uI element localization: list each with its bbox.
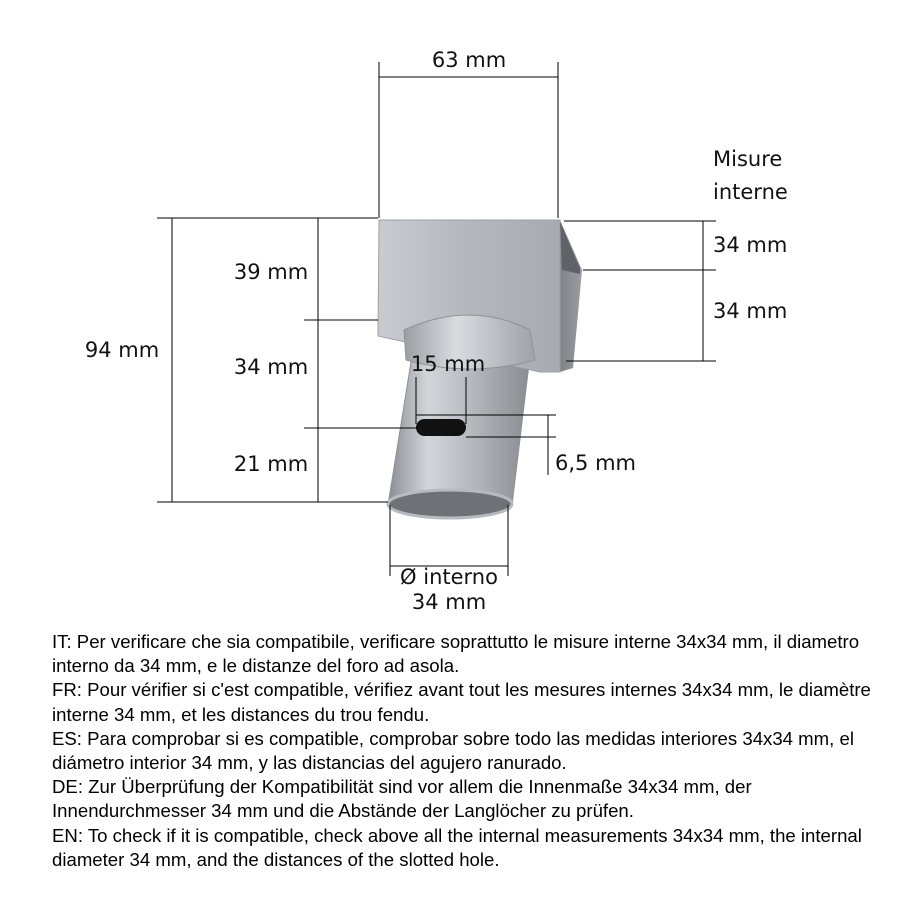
slot-width-label: 15 mm <box>410 352 486 376</box>
height-total-label: 94 mm <box>84 338 160 362</box>
height-top-label: 39 mm <box>233 260 309 284</box>
width-top-label: 63 mm <box>431 48 507 72</box>
slotted-hole <box>416 419 466 436</box>
box-inner-edge <box>560 222 580 274</box>
note-en: EN: To check if it is compatible, check above all the internal measurements 34x34 mm, the internal diameter 34 mm, and the distances of the slotted hole. <box>52 824 862 870</box>
compatibility-notes <box>52 630 872 872</box>
note-de: DE: Zur Überprüfung der Kompatibilität sind vor allem die Innenmaße 34x34 mm, der Innendurchmesser 34 mm und die Abstände der Langlöcher zu prüfen. <box>52 776 752 822</box>
slot-height-label: 6,5 mm <box>555 451 636 475</box>
internal-label-line2: interne <box>713 180 788 204</box>
height-mid-label: 34 mm <box>233 355 309 379</box>
diameter-label: Ø interno <box>400 565 498 589</box>
note-fr: FR: Pour vérifier si c'est compatible, vérifiez avant tout les mesures internes 34x34 mm, le diamètre interne 34 mm, et les distances du trou fendu. <box>52 679 871 725</box>
note-it: IT: Per verificare che sia compatibile, verificare soprattutto le misure interne 34x34 mm, il diametro interno da 34 mm, e le distanze del foro ad asola. <box>52 631 860 677</box>
internal-side-1-label: 34 mm <box>713 233 788 257</box>
tube-opening <box>388 490 512 518</box>
internal-label-line1: Misure <box>713 147 783 171</box>
internal-side-2-label: 34 mm <box>713 299 788 323</box>
note-es: ES: Para comprobar si es compatible, comprobar sobre todo las medidas interiores 34x34 mm, el diámetro interior 34 mm, y las distancias del agujero ranurado. <box>52 727 854 774</box>
diameter-value: 34 mm <box>411 590 487 614</box>
height-bottom-label: 21 mm <box>233 452 309 476</box>
